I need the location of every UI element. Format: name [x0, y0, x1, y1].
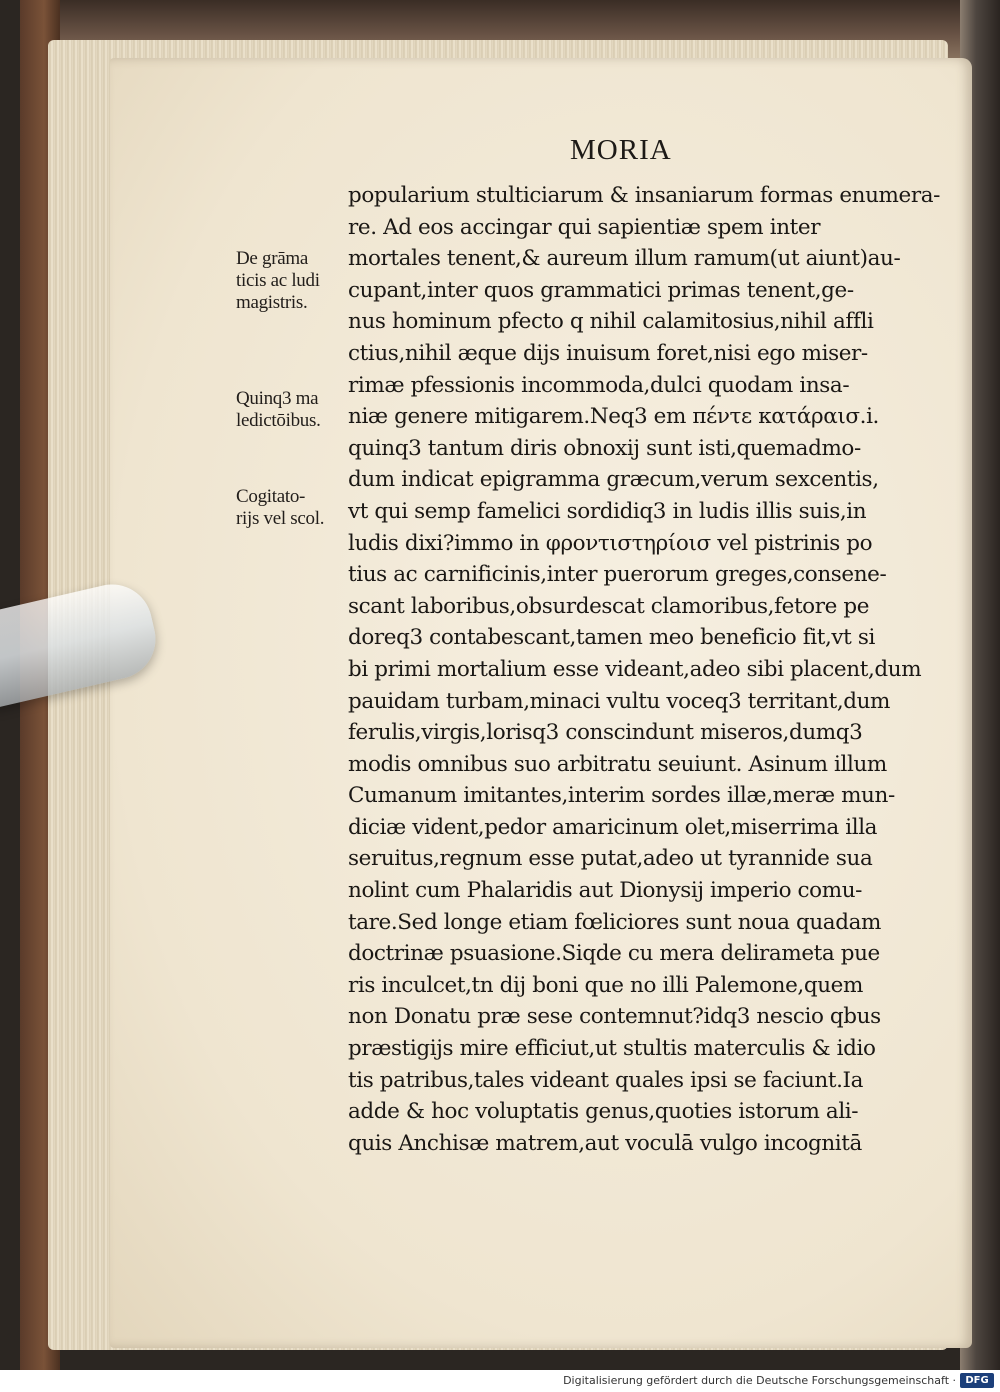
text-line: niæ genere mitigarem.Neq3 em πέντε κατάραισ.i.: [348, 404, 879, 430]
text-line: quinq3 tantum diris obnoxij sunt isti,quemadmo-: [348, 435, 861, 461]
text-line: nus hominum pfecto q nihil calamitosius,nihil affli: [348, 309, 874, 335]
text-line: Cumanum imitantes,interim sordes illæ,meræ mun-: [348, 783, 895, 809]
gloss-line: De grāma: [236, 248, 308, 269]
text-line: quis Anchisæ matrem,aut voculā vulgo incognitā: [348, 1130, 862, 1156]
gloss-line: Quinq3 ma: [236, 388, 319, 409]
text-line: adde & hoc voluptatis genus,quoties istorum ali-: [348, 1099, 859, 1125]
gloss-line: ledictōibus.: [236, 410, 321, 431]
text-line: cupant,inter quos grammatici primas tenent,ge-: [348, 277, 854, 303]
text-line: bi primi mortalium esse videant,adeo sibi placent,dum: [348, 656, 922, 682]
text-line: vt qui semp famelici sordidiq3 in ludis illis suis,in: [348, 498, 867, 524]
text-line: re. Ad eos accingar qui sapientiæ spem inter: [348, 214, 821, 240]
running-head: MORIA: [570, 134, 672, 166]
text-line: tius ac carnificinis,inter puerorum greges,consene-: [348, 562, 887, 588]
gloss-line: rijs vel scol.: [236, 508, 325, 529]
text-line: modis omnibus suo arbitratu seuiunt. Asinum illum: [348, 751, 887, 777]
text-line: doreq3 contabescant,tamen meo beneficio fit,vt si: [348, 625, 875, 651]
marginal-gloss: [236, 388, 348, 432]
footer-bar: [0, 1370, 1000, 1392]
gloss-line: ticis ac ludi: [236, 270, 320, 291]
text-line: doctrinæ psuasione.Siqde cu mera delirameta pue: [348, 941, 880, 967]
gloss-line: magistris.: [236, 292, 308, 313]
text-line: pauidam turbam,minaci vultu voceq3 territant,dum: [348, 688, 891, 714]
text-line: præstigijs mire efficiut,ut stultis materculis & idio: [348, 1036, 876, 1062]
main-text: [348, 180, 941, 1159]
text-line: nolint cum Phalaridis aut Dionysij imperio comu-: [348, 878, 863, 904]
text-line: diciæ vident,pedor amaricinum olet,miserrima illa: [348, 814, 878, 840]
text-line: non Donatu præ sese contemnut?idq3 nescio qbus: [348, 1004, 881, 1030]
dfg-logo: DFG: [960, 1373, 994, 1388]
text-line: ris inculcet,tn dij boni que no illi Palemone,quem: [348, 972, 863, 998]
marginal-gloss: [236, 486, 348, 530]
text-line: popularium stulticiarum & insaniarum formas enumera-: [348, 183, 941, 208]
text-line: dum indicat epigramma græcum,verum sexcentis,: [348, 467, 879, 493]
text-line: tis patribus,tales videant quales ipsi se faciunt.Ia: [348, 1067, 864, 1093]
marginal-gloss: [236, 248, 348, 314]
text-line: tare.Sed longe etiam fœliciores sunt noua quadam: [348, 909, 881, 935]
text-line: ludis dixi?immo in φροντιστηρίοισ vel pistrinis po: [348, 530, 873, 556]
gloss-line: Cogitato-: [236, 486, 306, 507]
text-line: scant laboribus,obsurdescat clamoribus,fetore pe: [348, 593, 870, 619]
text-line: mortales tenent,& aureum illum ramum(ut aiunt)au-: [348, 246, 901, 272]
text-line: ferulis,virgis,lorisq3 conscindunt miseros,dumq3: [348, 720, 863, 746]
footer-credit: Digitalisierung gefördert durch die Deutsche Forschungsgemeinschaft ·: [563, 1374, 956, 1387]
text-line: rimæ pfessionis incommoda,dulci quodam insa-: [348, 372, 850, 398]
text-line: seruitus,regnum esse putat,adeo ut tyrannide sua: [348, 846, 873, 872]
text-line: ctius,nihil æque dijs inuisum foret,nisi ego miser-: [348, 340, 868, 366]
